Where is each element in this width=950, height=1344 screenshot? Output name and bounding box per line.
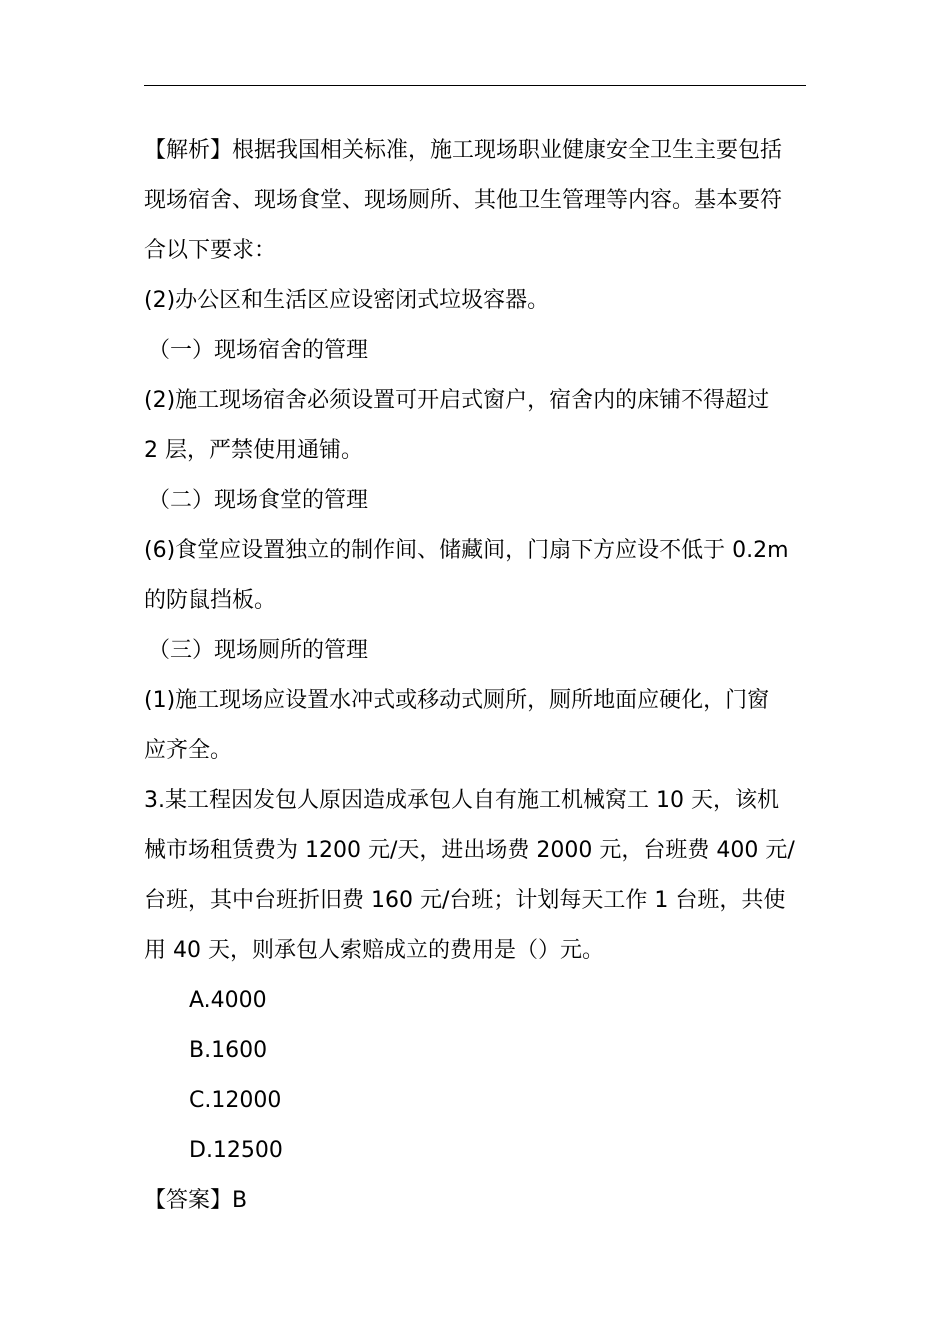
- question-line-4: 用 40 天，则承包人索赔成立的费用是（）元。: [144, 938, 604, 963]
- canteen-item-line-2: 的防鼠挡板。: [144, 588, 277, 613]
- option-d: D.12500: [189, 1138, 283, 1163]
- toilet-item-line-2: 应齐全。: [144, 738, 233, 763]
- canteen-item-line-1: (6)食堂应设置独立的制作间、储藏间，门扇下方应设不低于 0.2m: [144, 538, 789, 563]
- toilet-item-line-1: (1)施工现场应设置水冲式或移动式厕所，厕所地面应硬化，门窗: [144, 688, 770, 713]
- analysis-line-1: 【解析】根据我国相关标准，施工现场职业健康安全卫生主要包括: [144, 138, 783, 163]
- question-line-2: 械市场租赁费为 1200 元/天，进出场费 2000 元，台班费 400 元/: [144, 838, 795, 863]
- dormitory-item-line-1: (2)施工现场宿舍必须设置可开启式窗户，宿舍内的床铺不得超过: [144, 388, 770, 413]
- analysis-line-2: 现场宿舍、现场食堂、现场厕所、其他卫生管理等内容。基本要符: [144, 188, 783, 213]
- option-a: A.4000: [189, 988, 267, 1013]
- question-line-3: 台班，其中台班折旧费 160 元/台班；计划每天工作 1 台班，共使: [144, 888, 786, 913]
- analysis-line-3: 合以下要求：: [144, 238, 277, 263]
- dormitory-item-line-2: 2 层，严禁使用通铺。: [144, 438, 363, 463]
- header-rule: [144, 85, 806, 86]
- option-c: C.12000: [189, 1088, 282, 1113]
- question-line-1: 3.某工程因发包人原因造成承包人自有施工机械窝工 10 天，该机: [144, 788, 779, 813]
- section-heading-dormitory: （一）现场宿舍的管理: [148, 338, 369, 363]
- section-heading-toilet: （三）现场厕所的管理: [148, 638, 369, 663]
- section-heading-canteen: （二）现场食堂的管理: [148, 488, 369, 513]
- answer-line: 【答案】B: [144, 1188, 248, 1213]
- analysis-item-office-waste: (2)办公区和生活区应设密闭式垃圾容器。: [144, 288, 550, 313]
- option-b: B.1600: [189, 1038, 268, 1063]
- document-body: [144, 126, 795, 1226]
